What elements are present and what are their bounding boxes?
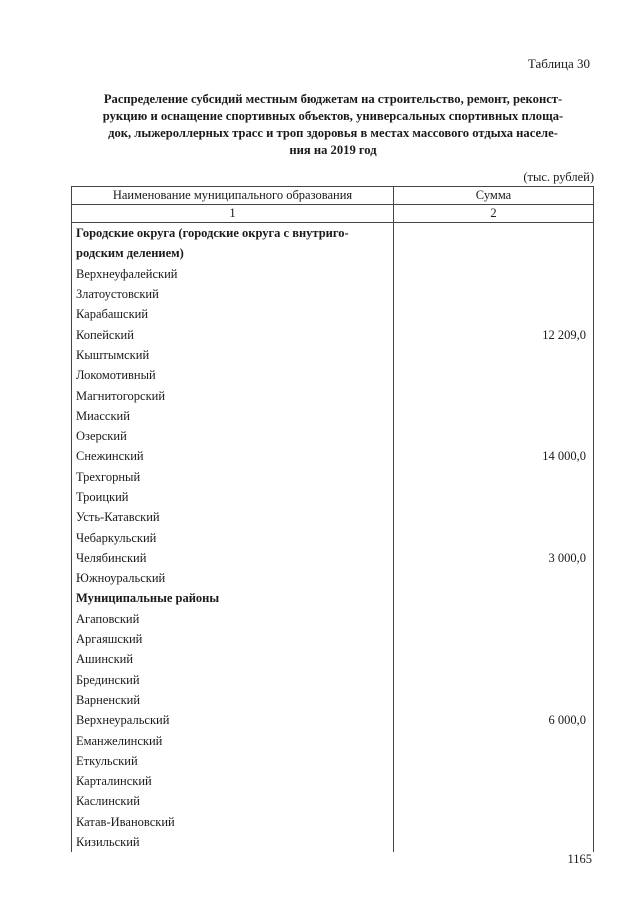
units-note: (тыс. рублей) [523,170,594,184]
municipality-name: Кизильский [72,832,394,852]
section-heading: Муниципальные районы [72,588,394,608]
table-row [72,426,594,446]
amount-cell [394,467,594,487]
table-row [72,649,594,669]
section-heading-row [72,243,594,263]
municipality-name: Чебаркульский [72,527,394,547]
amount-cell [394,690,594,710]
table-row [72,609,594,629]
municipality-name: Снежинский [72,446,394,466]
amount-cell: 12 209,0 [394,324,594,344]
table-row [72,670,594,690]
amount-cell [394,588,594,608]
table-row [72,304,594,324]
document-title [78,91,588,159]
amount-cell [394,385,594,405]
column-number: 1 [72,205,394,223]
amount-cell [394,649,594,669]
municipality-name: Варненский [72,690,394,710]
amount-cell [394,487,594,507]
table-row [72,812,594,832]
table-label: Таблица 30 [527,56,590,71]
municipality-name: Карталинский [72,771,394,791]
table-row [72,690,594,710]
amount-cell: 14 000,0 [394,446,594,466]
table-row [72,406,594,426]
amount-cell [394,406,594,426]
municipality-name: Озерский [72,426,394,446]
table-row [72,264,594,284]
municipality-name: Усть-Катавский [72,507,394,527]
municipality-name: Южноуральский [72,568,394,588]
title-line: ния на 2019 год [289,143,377,157]
municipality-name: Магнитогорский [72,385,394,405]
municipality-name: Еткульский [72,751,394,771]
municipality-name: Миасский [72,406,394,426]
municipality-name: Златоустовский [72,284,394,304]
amount-cell [394,730,594,750]
table-row [72,385,594,405]
table-row [72,710,594,730]
table-row [72,568,594,588]
table-row [72,487,594,507]
municipality-name: Верхнеуральский [72,710,394,730]
table-row [72,446,594,466]
title-line: рукцию и оснащение спортивных объектов, универсальных спортивных площа- [102,109,564,123]
section-heading: родским делением) [72,243,394,263]
table-row [72,345,594,365]
municipality-name: Челябинский [72,548,394,568]
amount-cell: 6 000,0 [394,710,594,730]
column-number-row [72,205,594,223]
table-header-row [72,187,594,205]
table-row [72,467,594,487]
amount-cell [394,670,594,690]
amount-cell [394,507,594,527]
section-heading-row [72,588,594,608]
table-row [72,527,594,547]
column-header-amount: Сумма [394,187,594,205]
table-row [72,324,594,344]
municipality-name: Трехгорный [72,467,394,487]
amount-cell [394,264,594,284]
amount-cell [394,345,594,365]
municipality-name: Троицкий [72,487,394,507]
municipality-name: Катав-Ивановский [72,812,394,832]
amount-cell [394,791,594,811]
municipality-name: Ашинский [72,649,394,669]
amount-cell [394,751,594,771]
amount-cell [394,284,594,304]
amount-cell [394,527,594,547]
municipality-name: Брединский [72,670,394,690]
table-row [72,284,594,304]
municipality-name: Аргаяшский [72,629,394,649]
municipality-name: Верхнеуфалейский [72,264,394,284]
amount-cell [394,629,594,649]
table-row [72,730,594,750]
table-row [72,791,594,811]
section-heading: Городские округа (городские округа с внутриго- [72,223,394,244]
table-row [72,832,594,852]
page-number: 1165 [567,852,592,866]
title-line: док, лыжероллерных трасс и троп здоровья в местах массового отдыха населе- [108,126,558,140]
municipality-name: Локомотивный [72,365,394,385]
amount-cell [394,568,594,588]
municipality-name: Кыштымский [72,345,394,365]
amount-cell [394,812,594,832]
amount-cell [394,609,594,629]
amount-cell [394,223,594,244]
amount-cell [394,365,594,385]
column-number: 2 [394,205,594,223]
amount-cell [394,832,594,852]
amount-cell [394,304,594,324]
amount-cell: 3 000,0 [394,548,594,568]
table-row [72,629,594,649]
municipality-name: Копейский [72,324,394,344]
amount-cell [394,426,594,446]
municipality-name: Карабашский [72,304,394,324]
title-line: Распределение субсидий местным бюджетам на строительство, ремонт, реконст- [103,92,563,106]
table-row [72,365,594,385]
municipality-name: Каслинский [72,791,394,811]
municipality-name: Еманжелинский [72,730,394,750]
table-row [72,507,594,527]
amount-cell [394,771,594,791]
subsidy-table [71,186,594,852]
column-header-name: Наименование муниципального образования [72,187,394,205]
municipality-name: Агаповский [72,609,394,629]
section-heading-row [72,223,594,244]
table-row [72,548,594,568]
table-row [72,751,594,771]
table-row [72,771,594,791]
amount-cell [394,243,594,263]
